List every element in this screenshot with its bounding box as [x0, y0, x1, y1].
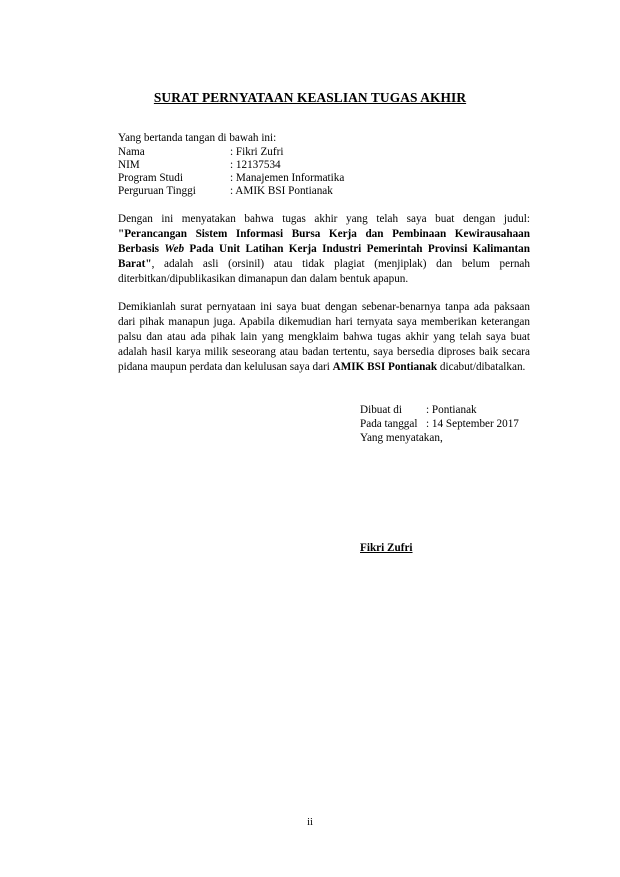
place-value: : Pontianak — [426, 404, 477, 416]
declaration-end: dicabut/dibatalkan. — [437, 361, 526, 373]
identity-fields — [118, 146, 530, 198]
declaration-text: Demikianlah surat pernyataan ini saya buat dengan sebenar-benarnya tanpa ada paksaan dari pihak manapun juga. Apabila dikemudian hari ternyata saya memberikan keterangan palsu dan atau ada pihak lain yang mengklaim bahwa tugas akhir yang telah saya buat adalah hasil karya milik seseorang atau badan tertentu, saya bersedia diproses baik secara pidana maupun perdata dan kelulusan saya dari — [118, 301, 530, 373]
statement-paragraph — [118, 212, 530, 287]
field-value: : Fikri Zufri — [230, 146, 284, 158]
statement-intro: Dengan ini menyatakan bahwa tugas akhir yang telah saya buat dengan judul: — [118, 213, 530, 225]
place-row — [360, 403, 550, 417]
date-value: : 14 September 2017 — [426, 418, 519, 430]
field-row-institution — [118, 185, 530, 198]
field-label: Nama — [118, 146, 145, 158]
page-number: ii — [307, 817, 313, 828]
date-row — [360, 417, 550, 431]
thesis-title-web: Web — [164, 243, 185, 255]
declaration-paragraph — [118, 300, 530, 375]
signature-block — [360, 403, 550, 445]
field-value: : AMIK BSI Pontianak — [230, 185, 333, 197]
thesis-title-part2: Pada Unit Latihan Kerja Industri Pemerintah Provinsi Kalimantan Barat" — [118, 243, 531, 270]
signer-name: Fikri Zufri — [360, 542, 413, 554]
field-value: : Manajemen Informatika — [230, 172, 345, 184]
institution-name: AMIK BSI Pontianak — [332, 361, 438, 373]
field-label: Program Studi — [118, 172, 183, 184]
field-value: : 12137534 — [230, 159, 281, 171]
field-row-name — [118, 146, 530, 159]
document-title: SURAT PERNYATAAN KEASLIAN TUGAS AKHIR — [153, 90, 467, 105]
statement-rest: , adalah asli (orsinil) atau tidak plagiat (menjiplak) dan belum pernah diterbitkan/dipublikasikan dimanapun dan dalam bentuk apapun. — [118, 258, 530, 285]
field-label: NIM — [118, 159, 140, 171]
closing-text: Yang menyatakan, — [360, 432, 443, 444]
intro-text: Yang bertanda tangan di bawah ini: — [118, 132, 277, 144]
field-row-program — [118, 172, 530, 185]
thesis-title-part1: "Perancangan Sistem Informasi Bursa Kerja dan Pembinaan Kewirausahaan Berbasis — [118, 228, 530, 255]
date-label: Pada tanggal — [360, 418, 418, 430]
field-label: Perguruan Tinggi — [118, 185, 196, 197]
place-label: Dibuat di — [360, 404, 402, 416]
closing-row — [360, 431, 550, 445]
field-row-nim — [118, 159, 530, 172]
